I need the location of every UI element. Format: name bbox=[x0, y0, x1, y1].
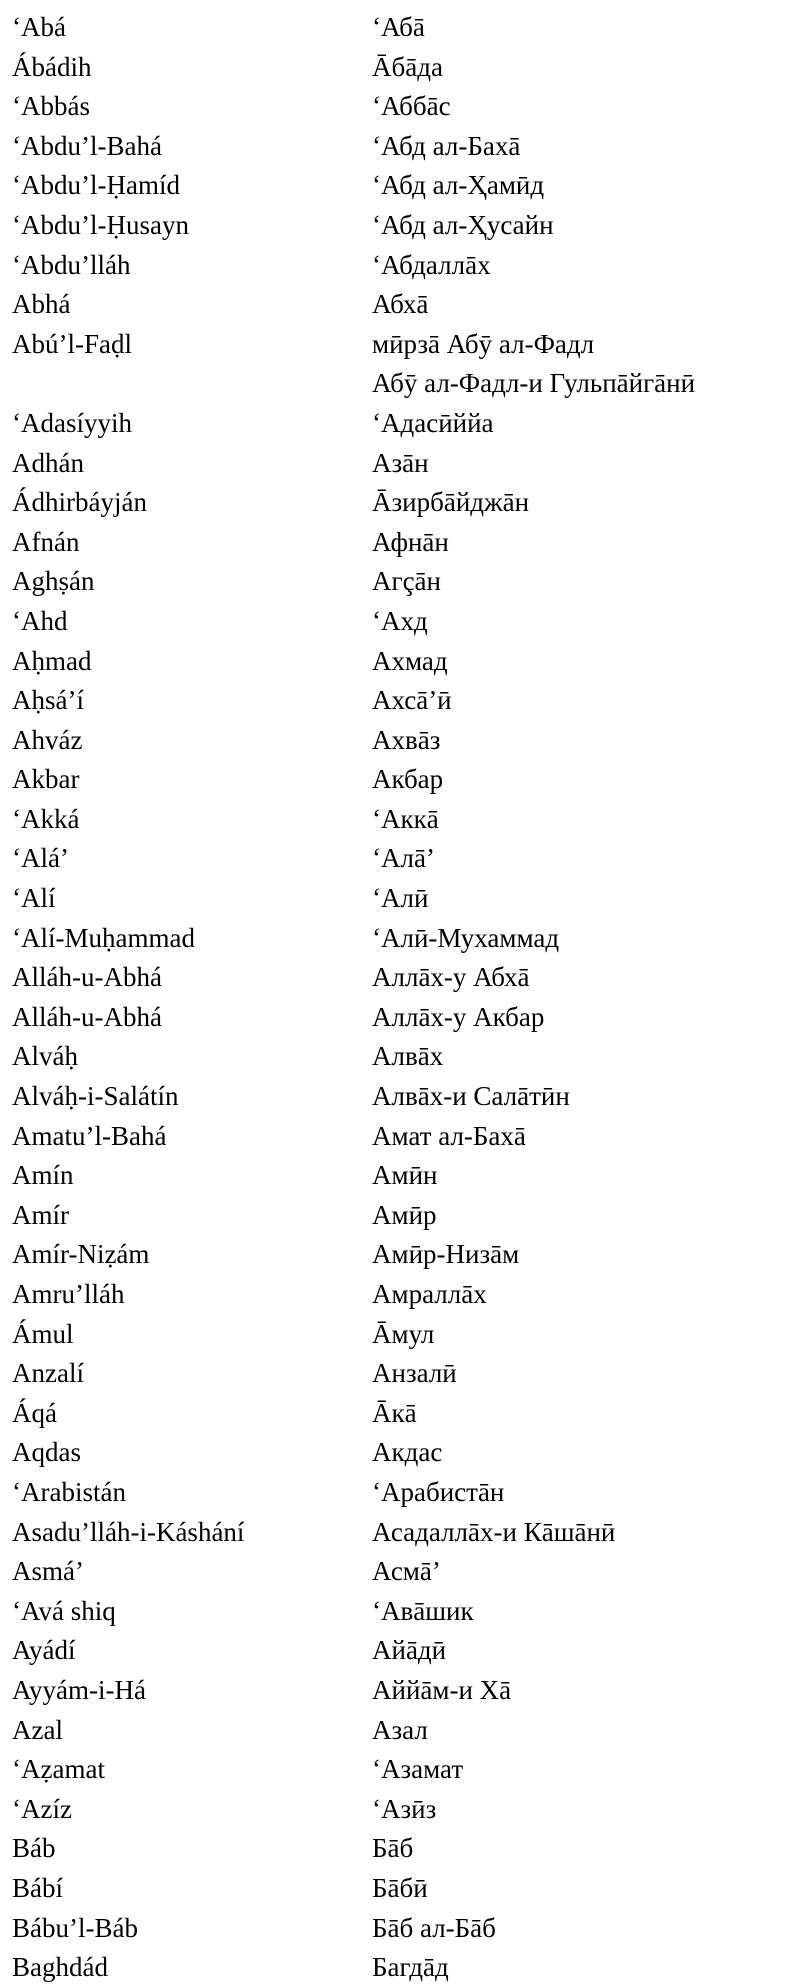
cyrillic-term: мӣрзā Абӯ ал-Фадл bbox=[372, 328, 595, 359]
latin-term: Ábádih bbox=[12, 51, 92, 82]
table-row bbox=[12, 127, 782, 167]
cyrillic-term: ‘Абд ал-Ҳусайн bbox=[372, 209, 554, 240]
latin-term: Ahváz bbox=[12, 724, 83, 755]
latin-term: ‘Abdu’l-Bahá bbox=[12, 130, 162, 161]
table-row bbox=[12, 562, 782, 602]
table-row bbox=[12, 1790, 782, 1830]
latin-term: ‘Adasíyyih bbox=[12, 407, 132, 438]
cyrillic-term: Бāбӣ bbox=[372, 1872, 428, 1903]
cyrillic-term: Асмā’ bbox=[372, 1556, 441, 1587]
table-row bbox=[12, 444, 782, 484]
table-row bbox=[12, 1909, 782, 1949]
table-row bbox=[12, 1275, 782, 1315]
latin-term: Alváḥ-i-Salátín bbox=[12, 1081, 179, 1112]
cyrillic-term: Ахвāз bbox=[372, 724, 441, 755]
latin-term: ‘Aẓamat bbox=[12, 1754, 105, 1785]
latin-term: ‘Avá shiq bbox=[12, 1595, 116, 1626]
cyrillic-term: ‘Адасӣййа bbox=[372, 407, 494, 438]
cyrillic-term: Айāдӣ bbox=[372, 1635, 447, 1666]
latin-term: Alláh-u-Abhá bbox=[12, 962, 162, 993]
table-row bbox=[12, 325, 782, 365]
cyrillic-term: Бāб ал-Бāб bbox=[372, 1912, 496, 1943]
latin-term: ‘Alí-Muḥammad bbox=[12, 922, 195, 953]
cyrillic-term: ‘Ахд bbox=[372, 605, 428, 636]
table-row bbox=[12, 1869, 782, 1909]
table-row bbox=[12, 1315, 782, 1355]
latin-term: Akbar bbox=[12, 764, 80, 795]
latin-term: ‘Abdu’l-Ḥamíd bbox=[12, 170, 180, 201]
table-row bbox=[12, 483, 782, 523]
table-row bbox=[12, 1948, 782, 1988]
table-row bbox=[12, 958, 782, 998]
latin-term: Azal bbox=[12, 1714, 63, 1745]
latin-term: ‘Alí bbox=[12, 883, 56, 914]
latin-term: ‘Akká bbox=[12, 803, 80, 834]
latin-term: Aqdas bbox=[12, 1437, 81, 1468]
cyrillic-term: ‘Алӣ bbox=[372, 883, 429, 914]
cyrillic-term: ‘Аккā bbox=[372, 803, 439, 834]
table-row bbox=[12, 998, 782, 1038]
cyrillic-term: Аййāм-и Хā bbox=[372, 1674, 512, 1705]
table-row bbox=[12, 602, 782, 642]
table-row bbox=[12, 1829, 782, 1869]
table-row bbox=[12, 760, 782, 800]
latin-term: Aghṣán bbox=[12, 566, 95, 597]
latin-term: Afnán bbox=[12, 526, 80, 557]
latin-term: Ayádí bbox=[12, 1635, 76, 1666]
table-row bbox=[12, 1631, 782, 1671]
latin-term: ‘Arabistán bbox=[12, 1476, 126, 1507]
cyrillic-term: Асадаллāх-и Кāшāнӣ bbox=[372, 1516, 616, 1547]
table-row bbox=[12, 1037, 782, 1077]
cyrillic-term: ‘Алӣ-Мухаммад bbox=[372, 922, 560, 953]
table-row bbox=[12, 919, 782, 959]
latin-term: Aḥmad bbox=[12, 645, 92, 676]
latin-term: ‘Ahd bbox=[12, 605, 68, 636]
cyrillic-term: Амӣр bbox=[372, 1199, 437, 1230]
table-row bbox=[12, 879, 782, 919]
table-row bbox=[12, 800, 782, 840]
latin-term: Bábu’l-Báb bbox=[12, 1912, 138, 1943]
table-row bbox=[12, 285, 782, 325]
cyrillic-term: Акбар bbox=[372, 764, 444, 795]
latin-term: Amín bbox=[12, 1160, 74, 1191]
latin-term: Áqá bbox=[12, 1397, 57, 1428]
latin-term: ‘Azíz bbox=[12, 1793, 72, 1824]
latin-term: Alláh-u-Abhá bbox=[12, 1001, 162, 1032]
latin-term: Asadu’lláh-i-Káshání bbox=[12, 1516, 245, 1547]
table-row bbox=[12, 1552, 782, 1592]
table-row bbox=[12, 48, 782, 88]
latin-term: Ámul bbox=[12, 1318, 74, 1349]
latin-term: Abhá bbox=[12, 289, 71, 320]
latin-term: Abú’l-Faḍl bbox=[12, 328, 132, 359]
latin-term: ‘Abdu’lláh bbox=[12, 249, 131, 280]
table-row bbox=[12, 1433, 782, 1473]
table-row bbox=[12, 1592, 782, 1632]
table-row bbox=[12, 1196, 782, 1236]
latin-term: Amru’lláh bbox=[12, 1279, 125, 1309]
cyrillic-term: Амат ал-Бахā bbox=[372, 1120, 526, 1151]
latin-term: Bábí bbox=[12, 1872, 63, 1903]
cyrillic-term: Багдāд bbox=[372, 1952, 449, 1983]
table-row bbox=[12, 206, 782, 246]
table-row bbox=[12, 1077, 782, 1117]
latin-term: Anzalí bbox=[12, 1358, 84, 1389]
latin-term: Aḥsá’í bbox=[12, 685, 84, 716]
table-row bbox=[12, 1711, 782, 1751]
table-row bbox=[12, 1513, 782, 1553]
cyrillic-term: ‘Алā’ bbox=[372, 843, 435, 874]
table-row bbox=[12, 721, 782, 761]
table-row bbox=[12, 364, 782, 404]
table-row bbox=[12, 404, 782, 444]
cyrillic-term: Абӯ ал-Фадл-и Гульпāйгāнӣ bbox=[372, 368, 696, 399]
cyrillic-term: ‘Авāшик bbox=[372, 1595, 474, 1626]
cyrillic-term: Ахмад bbox=[372, 645, 448, 676]
transliteration-table bbox=[12, 8, 782, 1988]
table-row bbox=[12, 681, 782, 721]
latin-term: ‘Abdu’l-Ḥusayn bbox=[12, 209, 189, 240]
cyrillic-term: Алвāх bbox=[372, 1041, 444, 1072]
cyrillic-term: ‘Абд ал-Ҳамӣд bbox=[372, 170, 545, 201]
latin-term: Ayyám-i-Há bbox=[12, 1674, 146, 1705]
latin-term: Amatu’l-Bahá bbox=[12, 1120, 167, 1151]
latin-term: Ádhirbáyján bbox=[12, 487, 147, 518]
latin-term: Alváḥ bbox=[12, 1041, 78, 1072]
table-row bbox=[12, 1354, 782, 1394]
table-row bbox=[12, 8, 782, 48]
cyrillic-term: Āкā bbox=[372, 1397, 417, 1428]
latin-term: Asmá’ bbox=[12, 1556, 84, 1587]
cyrillic-term: Бāб bbox=[372, 1833, 414, 1864]
cyrillic-term: Амӣн bbox=[372, 1160, 438, 1191]
latin-term: Adhán bbox=[12, 447, 84, 478]
latin-term: ‘Abbás bbox=[12, 91, 90, 122]
table-row bbox=[12, 1117, 782, 1157]
table-row bbox=[12, 839, 782, 879]
table-row bbox=[12, 1671, 782, 1711]
table-row bbox=[12, 1750, 782, 1790]
cyrillic-term: Азāн bbox=[372, 447, 429, 478]
cyrillic-term: Амӣр-Низāм bbox=[372, 1239, 520, 1270]
cyrillic-term: Акдас bbox=[372, 1437, 443, 1468]
cyrillic-term: ‘Арабистāн bbox=[372, 1476, 505, 1507]
table-row bbox=[12, 1235, 782, 1275]
cyrillic-term: Ахсā’ӣ bbox=[372, 685, 452, 716]
latin-term: Báb bbox=[12, 1833, 56, 1864]
table-row bbox=[12, 87, 782, 127]
table-row bbox=[12, 642, 782, 682]
cyrillic-term: Аллāх-у Акбар bbox=[372, 1001, 545, 1032]
cyrillic-term: ‘Азамат bbox=[372, 1754, 464, 1785]
latin-term: ‘Abá bbox=[12, 12, 66, 42]
latin-term: ‘Alá’ bbox=[12, 843, 69, 874]
latin-term: Amír bbox=[12, 1199, 69, 1230]
cyrillic-term: ‘Абā bbox=[372, 12, 425, 42]
cyrillic-term: Абхā bbox=[372, 289, 429, 320]
cyrillic-term: Афнāн bbox=[372, 526, 449, 557]
table-row bbox=[12, 1473, 782, 1513]
table-row bbox=[12, 166, 782, 206]
cyrillic-term: ‘Абдаллāх bbox=[372, 249, 491, 280]
table-row bbox=[12, 1156, 782, 1196]
latin-term: Baghdád bbox=[12, 1952, 108, 1983]
cyrillic-term: Анзалӣ bbox=[372, 1358, 457, 1389]
cyrillic-term: Амраллāх bbox=[372, 1279, 487, 1309]
cyrillic-term: Агçāн bbox=[372, 566, 441, 597]
cyrillic-term: ‘Азӣз bbox=[372, 1793, 437, 1824]
cyrillic-term: Āбāда bbox=[372, 51, 443, 82]
cyrillic-term: Аллāх-у Абхā bbox=[372, 962, 530, 993]
cyrillic-term: Āзирбāйджāн bbox=[372, 487, 530, 518]
latin-term: Amír-Niẓám bbox=[12, 1239, 150, 1270]
table-row bbox=[12, 1394, 782, 1434]
table-row bbox=[12, 246, 782, 286]
table-row bbox=[12, 523, 782, 563]
cyrillic-term: Азал bbox=[372, 1714, 428, 1745]
cyrillic-term: Алвāх-и Салāтӣн bbox=[372, 1081, 570, 1112]
cyrillic-term: Āмул bbox=[372, 1318, 435, 1349]
cyrillic-term: ‘Абд ал-Бахā bbox=[372, 130, 521, 161]
cyrillic-term: ‘Аббāс bbox=[372, 91, 451, 122]
